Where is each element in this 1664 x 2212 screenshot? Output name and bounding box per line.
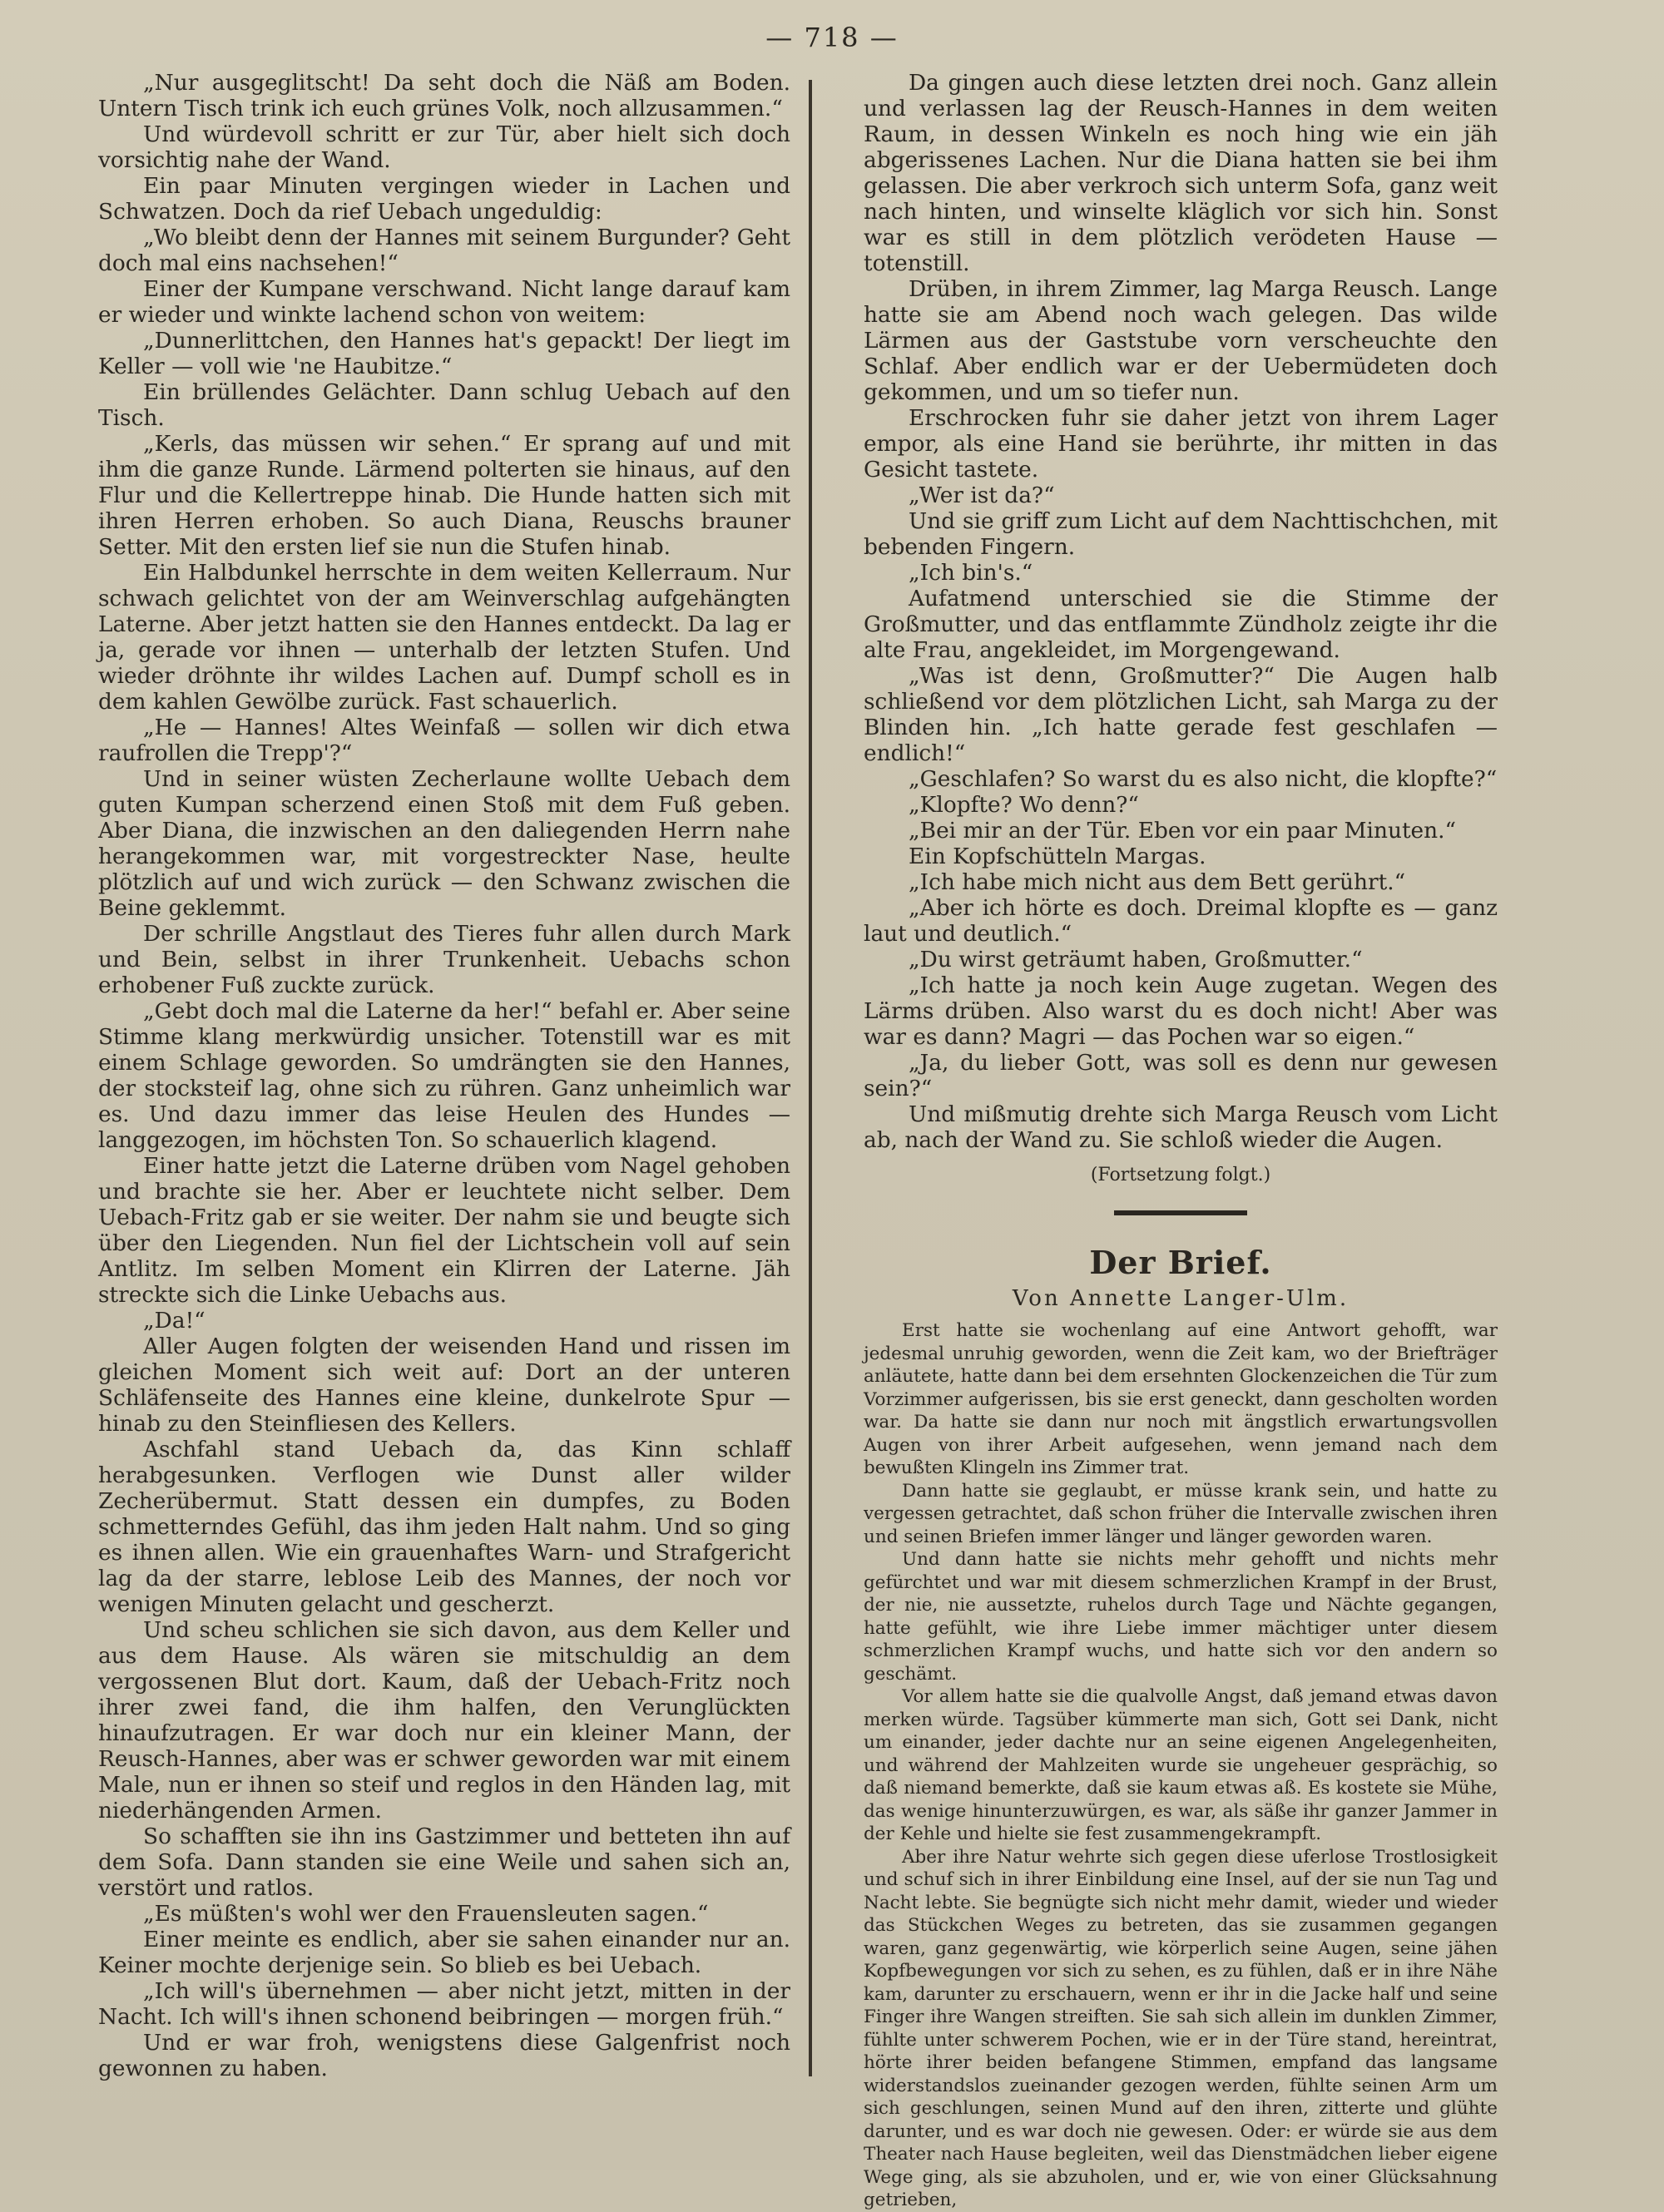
continued-note: (Fortsetzung folgt.) (1090, 1165, 1271, 1185)
page-number: — 718 — (765, 22, 899, 53)
story-byline: Von Annette Langer-Ulm. (1012, 1286, 1350, 1311)
paragraph: Der schrille Angstlaut des Tieres fuhr allen durch Mark und Bein, selbst in ihrer Trunkenheit. Uebachs schon erhobener Fuß zuckte zurück. (98, 921, 790, 998)
paragraph: „Ich hatte ja noch kein Auge zugetan. Wegen des Lärms drüben. Also warst du es doch nicht! Aber was war es dann? Magri — das Pochen war so eigen.“ (864, 972, 1498, 1050)
paragraph: Einer der Kumpane verschwand. Nicht lange darauf kam er wieder und winkte lachend schon von weitem: (98, 276, 790, 328)
paragraph: Und er war froh, wenigstens diese Galgenfrist noch gewonnen zu haben. (98, 2030, 790, 2081)
paragraph: Einer hatte jetzt die Laterne drüben vom Nagel gehoben und brachte sie her. Aber er leuchtete nicht selber. Dem Uebach-Fritz gab er sie weiter. Der nahm sie und beugte sich über den Liegenden. Nun fiel der Lichtschein voll auf sein Antlitz. Im selben Moment ein Klirren der Laterne. Jäh streckte sich die Linke Uebachs aus. (98, 1153, 790, 1308)
paragraph: „Wer ist da?“ (909, 482, 1055, 508)
left-column (98, 70, 790, 2081)
story-title: Der Brief. (1089, 1244, 1272, 1281)
paragraph: „Du wirst geträumt haben, Großmutter.“ (909, 947, 1363, 972)
paragraph: „Dunnerlittchen, den Hannes hat's gepackt! Der liegt im Keller — voll wie 'ne Haubitze.“ (98, 328, 790, 379)
paragraph: „Da!“ (143, 1308, 206, 1334)
paragraph: Einer meinte es endlich, aber sie sahen einander nur an. Keiner mochte derjenige sein. So blieb es bei Uebach. (98, 1927, 790, 1978)
paragraph: „Ich bin's.“ (909, 560, 1033, 586)
paragraph: Ein brüllendes Gelächter. Dann schlug Uebach auf den Tisch. (98, 379, 790, 431)
paragraph: „Geschlafen? So warst du es also nicht, die klopfte?“ (909, 766, 1498, 792)
paragraph: Und mißmutig drehte sich Marga Reusch vom Licht ab, nach der Wand zu. Sie schloß wieder die Augen. (864, 1101, 1498, 1153)
paragraph: „Kerls, das müssen wir sehen.“ Er sprang auf und mit ihm die ganze Runde. Lärmend polterten sie hinaus, auf den Flur und die Kellertreppe hinab. Die Hunde hatten sich mit ihren Herren erhoben. So auch Diana, Reuschs brauner Setter. Mit den ersten lief sie nun die Stufen hinab. (98, 431, 790, 560)
paragraph: Aller Augen folgten der weisenden Hand und rissen im gleichen Moment sich weit auf: Dort an der unteren Schläfenseite des Hannes eine kleine, dunkelrote Spur — hinab zu den Steinfliesen des Kellers. (98, 1334, 790, 1437)
paragraph: „Ich will's übernehmen — aber nicht jetzt, mitten in der Nacht. Ich will's ihnen schonend beibringen — morgen früh.“ (98, 1978, 790, 2030)
paragraph: „Ja, du lieber Gott, was soll es denn nur gewesen sein?“ (864, 1050, 1498, 1101)
paragraph: Dann hatte sie geglaubt, er müsse krank sein, und hatte zu vergessen getrachtet, daß schon früher die Intervalle zwischen ihren und seinen Briefen immer länger und länger geworden waren. (864, 1480, 1498, 1547)
paragraph: „Aber ich hörte es doch. Dreimal klopfte es — ganz laut und deutlich.“ (864, 895, 1498, 947)
paragraph: „Bei mir an der Tür. Eben vor ein paar Minuten.“ (909, 818, 1457, 844)
paragraph: Erschrocken fuhr sie daher jetzt von ihrem Lager empor, als eine Hand sie berührte, ihr mitten in das Gesicht tastete. (864, 405, 1498, 482)
paragraph: Und scheu schlichen sie sich davon, aus dem Keller und aus dem Hause. Als wären sie mitschuldig an dem vergossenen Blut dort. Kaum, daß der Uebach-Fritz noch ihrer zwei fand, die ihm halfen, den Verunglückten hinaufzutragen. Er war doch nur ein kleiner Mann, der Reusch-Hannes, aber was er schwer geworden war mit einem Male, nun er ihnen so steif und reglos in den Händen lag, mit niederhängenden Armen. (98, 1617, 790, 1824)
paragraph: „Klopfte? Wo denn?“ (909, 792, 1139, 818)
paragraph: Drüben, in ihrem Zimmer, lag Marga Reusch. Lange hatte sie am Abend noch wach gelegen. Das wilde Lärmen aus der Gaststube vorn verscheuchte den Schlaf. Aber endlich war er der Uebermüdeten doch gekommen, und um so tiefer nun. (864, 276, 1498, 405)
paragraph: Und sie griff zum Licht auf dem Nachttischchen, mit bebenden Fingern. (864, 508, 1498, 560)
paragraph: Aber ihre Natur wehrte sich gegen diese uferlose Trostlosigkeit und schuf sich in ihrer Einbildung eine Insel, auf der sie nun Tag und Nacht lebte. Sie begnügte sich nicht mehr damit, wieder und wieder das Stückchen Weges zu betreten, das sie zusammen gegangen waren, ganz gegenwärtig, wie körperlich seine Augen, seine jähen Kopfbewegungen vor sich zu sehen, es zu fühlen, daß er in ihre Nähe kam, darunter zu erschauern, wenn er ihr in die Jacke half und seine Finger ihre Wangen streiften. Sie sah sich allein im dunklen Zimmer, fühlte unter schwerem Pochen, wie er in der Türe stand, hereintrat, hörte ihrer beiden befangene Stimmen, empfand das langsame widerstandslos zueinander gezogen werden, fühlte seinen Arm um sich geschlungen, seinen Mund auf den ihren, zitterte und glühte darunter, und es war doch nie gewesen. Oder: er würde sie aus dem Theater nach Hause begleiten, weil das Dienstmädchen lieber eigene Wege ging, als sie abzuholen, und er, wie von einer Glücksahnung getrieben, (864, 1846, 1498, 2210)
right-column (864, 70, 1498, 2212)
paragraph: Vor allem hatte sie die qualvolle Angst, daß jemand etwas davon merken würde. Tagsüber kümmerte man sich, Gott sei Dank, nicht um einander, jeder dachte nur an seine eigenen Angelegenheiten, und während der Mahlzeiten wurde sie ungeheuer gesprächig, so daß niemand bemerkte, daß sie kaum etwas aß. Es kostete sie Mühe, das wenige hinunterzuwürgen, es war, als säße ihr ganzer Jammer in der Kehle und hielte sie fest zusammengekrampft. (864, 1686, 1498, 1844)
section-divider (1114, 1210, 1247, 1215)
story-body (864, 1319, 1498, 2212)
paragraph: So schafften sie ihn ins Gastzimmer und betteten ihn auf dem Sofa. Dann standen sie eine Weile und sahen sich an, verstört und ratlos. (98, 1824, 790, 1901)
paragraph: Da gingen auch diese letzten drei noch. Ganz allein und verlassen lag der Reusch-Hannes in dem weiten Raum, in dessen Winkeln es noch hing wie ein jäh abgerissenes Lachen. Nur die Diana hatten sie bei ihm gelassen. Die aber verkroch sich unterm Sofa, ganz weit nach hinten, und winselte kläglich vor sich hin. Sonst war es still in dem plötzlich verödeten Hause — totenstill. (864, 70, 1498, 276)
paragraph: Aufatmend unterschied sie die Stimme der Großmutter, und das entflammte Zündholz zeigte ihr die alte Frau, angekleidet, im Morgengewand. (864, 586, 1498, 663)
paragraph: „Nur ausgeglitscht! Da seht doch die Näß am Boden. Untern Tisch trink ich euch grünes Volk, noch allzusammen.“ (98, 70, 790, 121)
paragraph: Und dann hatte sie nichts mehr gehofft und nichts mehr gefürchtet und war mit diesem schmerzlichen Krampf in der Brust, der nie, nie aussetzte, ruhelos durch Tage und Nächte gegangen, hatte gefühlt, wie ihre Liebe immer mächtiger unter diesem schmerzlichen Krampf wuchs, und hatte sich vor den andern so geschämt. (864, 1549, 1498, 1685)
paragraph: Aschfahl stand Uebach da, das Kinn schlaff herabgesunken. Verflogen wie Dunst aller wilder Zecherübermut. Statt dessen ein dumpfes, zu Boden schmetterndes Gefühl, das ihm jeden Halt nahm. Und so ging es ihnen allen. Wie ein grauenhaftes Warn- und Strafgericht lag da der starre, leblose Leib des Mannes, der noch vor wenigen Minuten gelacht und gescherzt. (98, 1437, 790, 1617)
paragraph: Ein Kopfschütteln Margas. (909, 844, 1206, 869)
paragraph: Ein paar Minuten vergingen wieder in Lachen und Schwatzen. Doch da rief Uebach ungeduldig: (98, 173, 790, 225)
paragraph: Ein Halbdunkel herrschte in dem weiten Kellerraum. Nur schwach gelichtet von der am Weinverschlag aufgehängten Laterne. Aber jetzt hatten sie den Hannes entdeckt. Da lag er ja, gerade vor ihnen — unterhalb der letzten Stufen. Und wieder dröhnte ihr wildes Lachen auf. Dumpf scholl es in dem kahlen Gewölbe zurück. Fast schauerlich. (98, 560, 790, 715)
column-divider (809, 80, 812, 2076)
paragraph: „Es müßten's wohl wer den Frauensleuten sagen.“ (143, 1901, 709, 1927)
paragraph: Erst hatte sie wochenlang auf eine Antwort gehofft, war jedesmal unruhig geworden, wenn die Zeit kam, wo der Briefträger anläutete, hatte dann bei dem ersehnten Glockenzeichen die Tür zum Vorzimmer aufgerissen, bis sie erst geneckt, dann gescholten worden war. Da hatte sie dann nur noch mit ängstlich erwartungsvollen Augen von ihrer Arbeit aufgesehen, wenn jemand nach dem bewußten Klingeln ins Zimmer trat. (864, 1320, 1498, 1478)
paragraph: „Gebt doch mal die Laterne da her!“ befahl er. Aber seine Stimme klang merkwürdig unsicher. Totenstill war es mit einem Schlage geworden. So umdrängten sie den Hannes, der stocksteif lag, ohne sich zu rühren. Ganz unheimlich war es. Und dazu immer das leise Heulen des Hundes — langgezogen, im höchsten Ton. So schauerlich klagend. (98, 998, 790, 1153)
paragraph: „He — Hannes! Altes Weinfaß — sollen wir dich etwa raufrollen die Trepp'?“ (98, 715, 790, 766)
paragraph: Und in seiner wüsten Zecherlaune wollte Uebach dem guten Kumpan scherzend einen Stoß mit dem Fuß geben. Aber Diana, die inzwischen an den daliegenden Herrn nahe herangekommen war, mit vorgestreckter Nase, heulte plötzlich auf und wich zurück — den Schwanz zwischen die Beine geklemmt. (98, 766, 790, 921)
paragraph: „Wo bleibt denn der Hannes mit seinem Burgunder? Geht doch mal eins nachsehen!“ (98, 225, 790, 276)
paragraph: Und würdevoll schritt er zur Tür, aber hielt sich doch vorsichtig nahe der Wand. (98, 121, 790, 173)
paragraph: „Ich habe mich nicht aus dem Bett gerührt.“ (909, 869, 1406, 895)
paragraph: „Was ist denn, Großmutter?“ Die Augen halb schließend vor dem plötzlichen Licht, sah Marga zu der Blinden hin. „Ich hatte gerade fest geschlafen — endlich!“ (864, 663, 1498, 766)
